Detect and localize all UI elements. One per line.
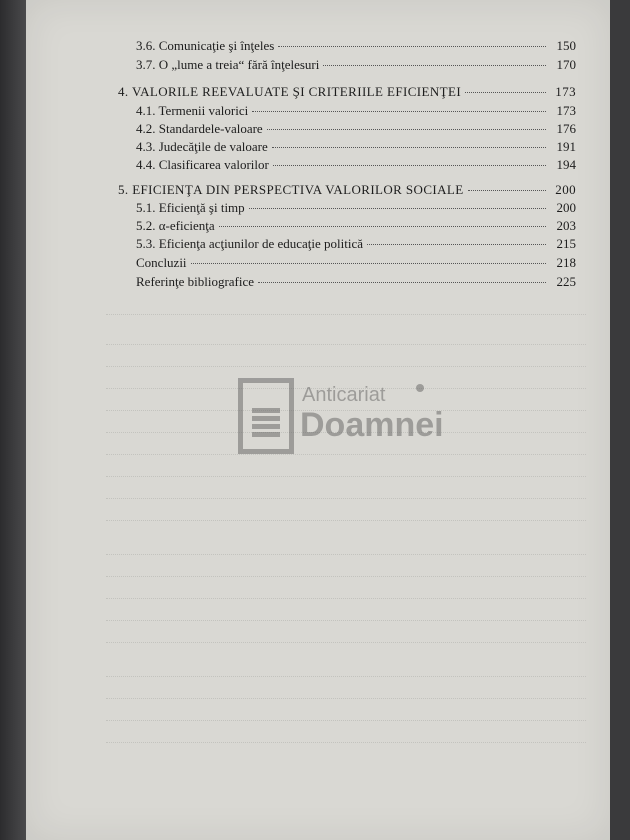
dot-leader	[267, 129, 546, 130]
toc-entry-label: 5.2. α-eficienţa	[136, 218, 215, 233]
dot-leader	[191, 263, 546, 264]
toc-entry-page: 203	[556, 218, 576, 233]
toc-entry	[136, 57, 576, 73]
dot-leader	[367, 244, 546, 245]
toc-entry	[136, 218, 576, 234]
toc-entry-page: 200	[556, 200, 576, 215]
toc-entry	[136, 200, 576, 216]
dot-leader	[252, 111, 546, 112]
toc-entry-label: 3.6. Comunicaţie şi înţeles	[136, 38, 275, 53]
toc-entry-page: 191	[556, 139, 576, 154]
toc-entry-label: 4.4. Clasificarea valorilor	[136, 157, 269, 172]
toc-entry-label: 5.1. Eficienţă şi timp	[136, 200, 245, 215]
toc-entry-label: Referinţe bibliografice	[136, 274, 255, 289]
watermark-dot	[416, 384, 424, 392]
toc-entry-page: 194	[556, 157, 576, 172]
toc-entry-page: 173	[556, 103, 576, 118]
book-page	[26, 0, 610, 840]
books-icon	[252, 408, 280, 438]
watermark-logo	[238, 378, 448, 458]
toc-entry-page: 176	[556, 121, 576, 136]
dot-leader	[468, 190, 546, 191]
toc-entry-page: 215	[556, 236, 576, 251]
watermark-line1: Anticariat	[302, 384, 386, 406]
toc-entry-label: Concluzii	[136, 255, 187, 270]
toc-entry	[136, 157, 576, 173]
toc-entry-label: 4.3. Judecăţile de valoare	[136, 139, 268, 154]
toc-entry-page: 150	[556, 38, 576, 53]
toc-entry-label: 4.1. Termenii valorici	[136, 103, 249, 118]
toc-entry	[136, 121, 576, 137]
watermark-line2: Doamnei	[300, 406, 444, 444]
toc-entry	[136, 236, 576, 252]
toc-entry-label: 5.3. Eficienţa acţiunilor de educaţie politică	[136, 236, 364, 251]
toc-chapter-page: 173	[555, 84, 576, 99]
toc-chapter	[118, 182, 576, 198]
toc-entry-page: 218	[556, 255, 576, 270]
toc-entry-page: 225	[556, 274, 576, 289]
dot-leader	[219, 226, 546, 227]
toc-chapter-label: 5. EFICIENŢA DIN PERSPECTIVA VALORILOR SOCIALE	[118, 182, 464, 197]
toc-chapter	[118, 84, 576, 100]
book-spine-shadow	[0, 0, 26, 840]
toc-entry	[136, 274, 576, 290]
toc-entry	[136, 255, 576, 271]
toc-entry	[136, 139, 576, 155]
toc-entry	[136, 103, 576, 119]
dot-leader	[273, 165, 546, 166]
toc-entry-label: 3.7. O „lume a treia“ fără înţelesuri	[136, 57, 320, 72]
dot-leader	[249, 208, 546, 209]
dot-leader	[323, 65, 546, 66]
toc-chapter-label: 4. VALORILE REEVALUATE ŞI CRITERIILE EFICIENŢEI	[118, 84, 462, 99]
dot-leader	[258, 282, 546, 283]
toc-entry-label: 4.2. Standardele-valoare	[136, 121, 263, 136]
dot-leader	[278, 46, 546, 47]
toc-entry-page: 170	[556, 57, 576, 72]
dot-leader	[272, 147, 546, 148]
bleed-through-text	[106, 300, 586, 760]
toc-chapter-page: 200	[555, 182, 576, 197]
dot-leader	[465, 92, 546, 93]
toc-entry	[136, 38, 576, 54]
